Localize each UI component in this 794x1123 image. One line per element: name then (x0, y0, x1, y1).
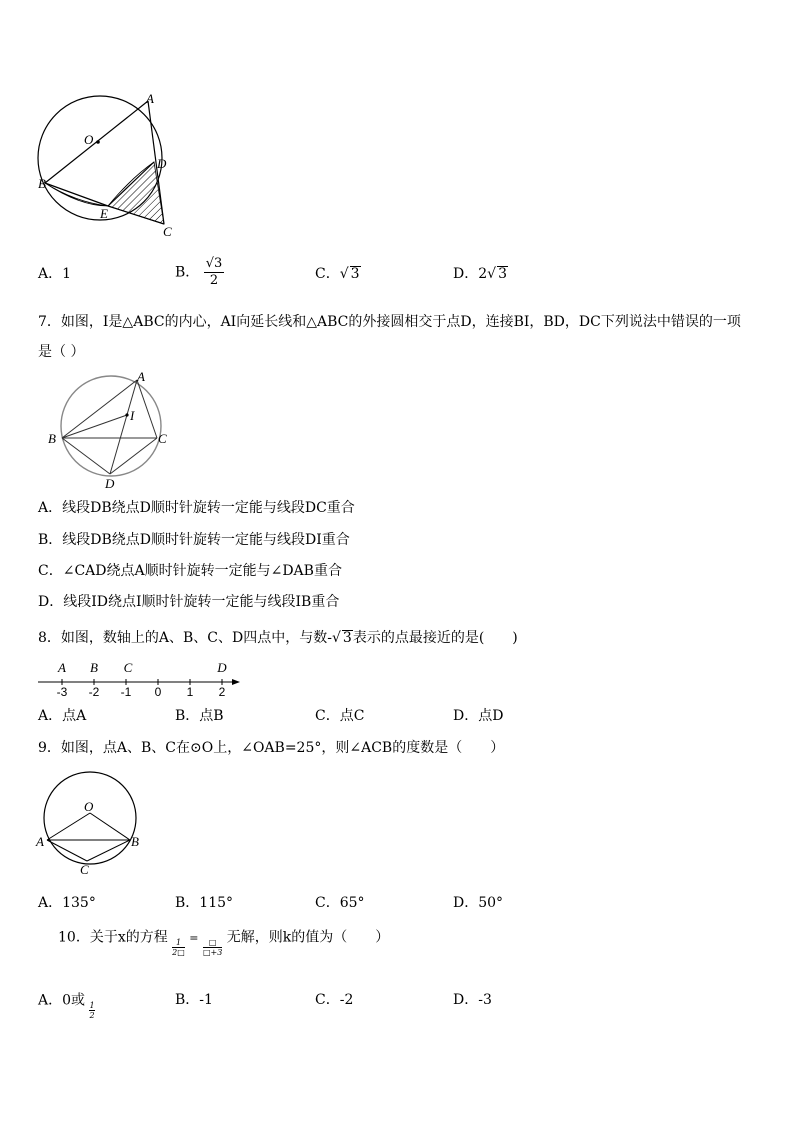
q6-label-d: D (157, 156, 167, 171)
q8-tick-label: -2 (88, 685, 100, 698)
q6-option-a[interactable] (38, 265, 71, 283)
q7-option-b[interactable]: B．线段DB绕点D顺时针旋转一定能与线段DI重合 (38, 532, 350, 548)
q10-equals: = (189, 931, 199, 945)
q7-option-d[interactable]: D．线段ID绕点I顺时针旋转一定能与线段IB重合 (38, 594, 340, 610)
q9-option-b[interactable]: B．115° (175, 895, 234, 911)
q10-option-a-den: 2 (89, 1011, 95, 1020)
q8-stem-after: 表示的点最接近的是( ) (352, 630, 518, 646)
q10-stem-after: 无解，则k的值为（ ） (226, 929, 390, 946)
q6-option-a-label: A． (38, 266, 63, 282)
q6-option-b-fraction (204, 256, 225, 289)
q6-option-d-coef: 2 (478, 266, 488, 282)
q9-label-b: B (131, 834, 139, 849)
q7-stem-line1: 7．如图，I是△ABC的内心，AI向延长线和△ABC的外接圆相交于点D，连接BI，BD，DC下列说法中错误的一项 (38, 314, 741, 330)
q9-label-o: O (84, 799, 94, 814)
q10-option-a[interactable] (38, 991, 95, 1020)
q8-stem (38, 629, 518, 647)
q7-label-c: C (158, 431, 167, 446)
q10-fraction-left-den: 2□ (172, 948, 185, 957)
q8-radicand: 3 (342, 630, 352, 646)
q9-label-a: A (36, 834, 44, 849)
q7-label-d: D (105, 476, 115, 490)
q7-option-a[interactable]: A．线段DB绕点D顺时针旋转一定能与线段DC重合 (38, 500, 355, 516)
q10-stem (58, 928, 390, 957)
q9-line-bc (87, 840, 130, 861)
q8-option-d[interactable]: D．点D (453, 708, 504, 724)
q10-fraction-right-num: □ (203, 938, 222, 948)
q8-tick-label: 0 (154, 685, 162, 698)
q9-stem: 9．如图，点A、B、C在⊙O上，∠OAB=25°，则∠ACB的度数是（ ） (38, 740, 505, 756)
q10-option-d[interactable]: D．-3 (453, 992, 492, 1008)
q6-option-b-denominator: 2 (209, 273, 219, 288)
q10-fraction-left (172, 938, 185, 957)
q9-option-a[interactable]: A．135° (38, 895, 96, 911)
q8-point-label: A (58, 660, 66, 675)
q9-line-oa (47, 813, 90, 840)
q6-option-d-radicand: 3 (498, 266, 507, 282)
q7-figure (40, 368, 180, 490)
q6-label-a: A (146, 91, 154, 106)
q8-option-a[interactable]: A．点A (38, 708, 87, 724)
q10-option-a-label: A．0或 (38, 992, 86, 1009)
q6-option-c-radicand: 3 (350, 266, 360, 282)
q10-fraction-left-num: 1 (172, 938, 185, 948)
q8-point-label: D (217, 660, 227, 675)
q6-label-e: E (100, 206, 108, 221)
q6-figure (30, 84, 190, 244)
q6-center-dot (96, 140, 100, 144)
q8-option-c[interactable]: C．点C (315, 708, 365, 724)
q6-option-c-label: C． (315, 266, 340, 282)
q7-circle (61, 376, 161, 476)
q6-label-o: O (84, 132, 94, 147)
q9-line-ob (90, 813, 130, 840)
q10-fraction-right-den: □+3 (202, 948, 223, 957)
q7-stem-line2: 是（ ） (38, 344, 85, 360)
q8-tick-label: 2 (218, 685, 226, 698)
q10-stem-before: 10．关于x的方程 (58, 929, 168, 946)
q6-option-b-numerator: √3 (205, 256, 223, 271)
q6-line-be (45, 183, 108, 206)
q8-axis-arrow (232, 679, 240, 685)
q6-option-b[interactable] (175, 256, 224, 289)
q6-option-d[interactable] (453, 265, 508, 283)
q7-label-a: A (137, 369, 145, 384)
q7-point-i (125, 413, 128, 416)
q8-tick-label: -3 (56, 685, 68, 698)
q6-option-a-value: 1 (62, 266, 72, 282)
q8-point-label: C (123, 660, 133, 675)
q10-option-a-fraction (89, 1001, 94, 1020)
q6-option-d-radical-sign: √ (487, 266, 497, 282)
q8-tick-label: 1 (186, 685, 194, 698)
q10-option-a-num: 1 (89, 1001, 95, 1010)
q7-side-ab (62, 380, 137, 438)
q8-radical-sign: √ (331, 630, 341, 646)
q9-option-c[interactable]: C．65° (315, 895, 365, 911)
q7-option-c[interactable]: C．∠CAD绕点A顺时针旋转一定能与∠DAB重合 (38, 563, 342, 579)
q8-number-line (36, 658, 246, 698)
q8-tick-label: -1 (120, 685, 132, 698)
q7-label-i: I (130, 408, 135, 423)
q7-line-dc (110, 438, 157, 474)
q6-label-c: C (163, 224, 172, 239)
q9-circle (44, 772, 136, 864)
q10-fraction-right (203, 938, 222, 957)
q6-option-c-radical-sign: √ (339, 266, 349, 282)
q6-option-d-label: D． (453, 266, 479, 282)
q7-line-bi (62, 415, 127, 438)
q6-label-b: B (38, 176, 46, 191)
q7-label-b: B (48, 431, 56, 446)
q9-figure (34, 768, 146, 880)
q7-line-ad (110, 380, 137, 474)
q9-option-d[interactable]: D．50° (453, 895, 504, 911)
q6-option-c[interactable] (315, 265, 361, 283)
q6-option-b-label: B． (175, 264, 200, 281)
q10-option-c[interactable]: C．-2 (315, 992, 354, 1008)
q9-label-c: C (80, 862, 89, 877)
q7-side-ac (137, 380, 157, 438)
q8-stem-before: 8．如图，数轴上的A、B、C、D四点中，与数- (38, 630, 332, 646)
q10-option-b[interactable]: B．-1 (175, 992, 213, 1008)
q8-point-label: B (90, 660, 98, 675)
q8-option-b[interactable]: B．点B (175, 708, 224, 724)
